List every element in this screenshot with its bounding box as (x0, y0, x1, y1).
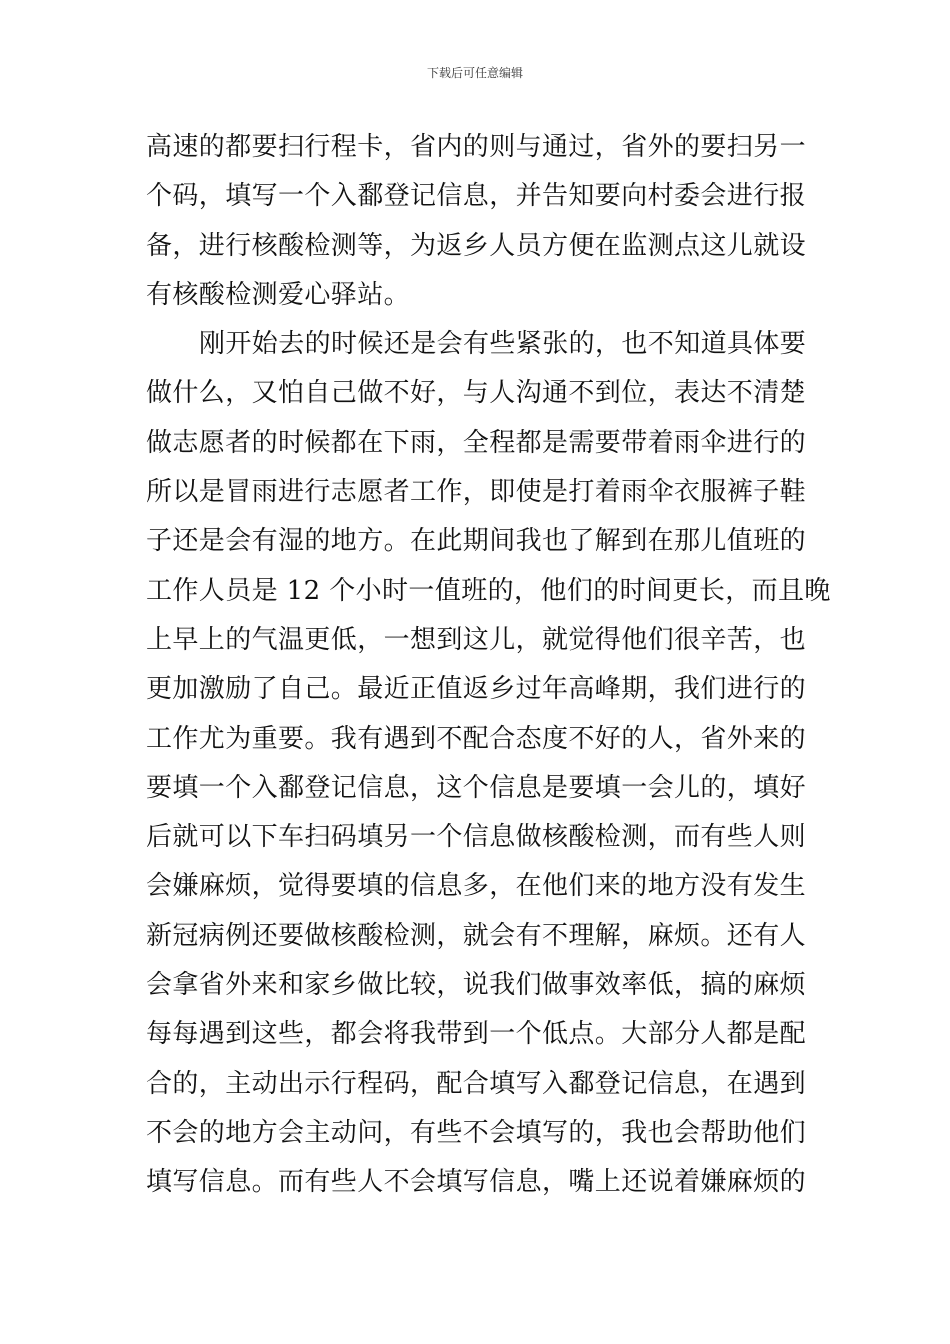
text-line: 不会的地方会主动问，有些不会填写的，我也会帮助他们 (146, 1117, 807, 1148)
text-line: 新冠病例还要做核酸检测，就会有不理解，麻烦。还有人 (146, 920, 807, 951)
document-body (146, 130, 831, 1215)
text-line: 工作尤为重要。我有遇到不配合态度不好的人，省外来的 (146, 723, 807, 754)
text-line: 做志愿者的时候都在下雨，全程都是需要带着雨伞进行的 (146, 427, 807, 458)
text-line: 上早上的气温更低，一想到这儿，就觉得他们很辛苦，也 (146, 624, 807, 655)
page-header-note: 下载后可任意编辑 (426, 66, 523, 80)
paragraph-first-line: 刚开始去的时候还是会有些紧张的，也不知道具体要 (199, 329, 807, 360)
text-line: 有核酸检测爱心驿站。 (146, 279, 411, 310)
text-line: 要填一个入鄱登记信息，这个信息是要填一会儿的，填好 (146, 772, 807, 803)
text-line: 高速的都要扫行程卡，省内的则与通过，省外的要扫另一 (146, 132, 807, 162)
text-line: 合的，主动出示行程码，配合填写入鄱登记信息，在遇到 (146, 1068, 807, 1099)
text-line: 后就可以下车扫码填另一个信息做核酸检测，而有些人则 (146, 822, 807, 853)
text-line: 会拿省外来和家乡做比较，说我们做事效率低，搞的麻烦 (146, 970, 807, 1001)
text-line: 备，进行核酸检测等，为返乡人员方便在监测点这儿就设 (146, 230, 807, 261)
text-line: 做什么，又怕自己做不好，与人沟通不到位，表达不清楚 (146, 378, 807, 409)
text-line: 所以是冒雨进行志愿者工作，即使是打着雨伞衣服裤子鞋 (146, 477, 807, 508)
text-line: 工作人员是 12 个小时一值班的，他们的时间更长，而且晚 (146, 575, 831, 606)
text-line: 个码，填写一个入鄱登记信息，并告知要向村委会进行报 (146, 181, 807, 212)
text-line: 子还是会有湿的地方。在此期间我也了解到在那儿值班的 (146, 526, 807, 557)
text-line: 会嫌麻烦，觉得要填的信息多，在他们来的地方没有发生 (146, 871, 807, 902)
text-line: 填写信息。而有些人不会填写信息，嘴上还说着嫌麻烦的 (146, 1167, 807, 1198)
text-line: 每每遇到这些，都会将我带到一个低点。大部分人都是配 (146, 1019, 807, 1050)
text-line: 更加激励了自己。最近正值返乡过年高峰期，我们进行的 (146, 674, 807, 705)
